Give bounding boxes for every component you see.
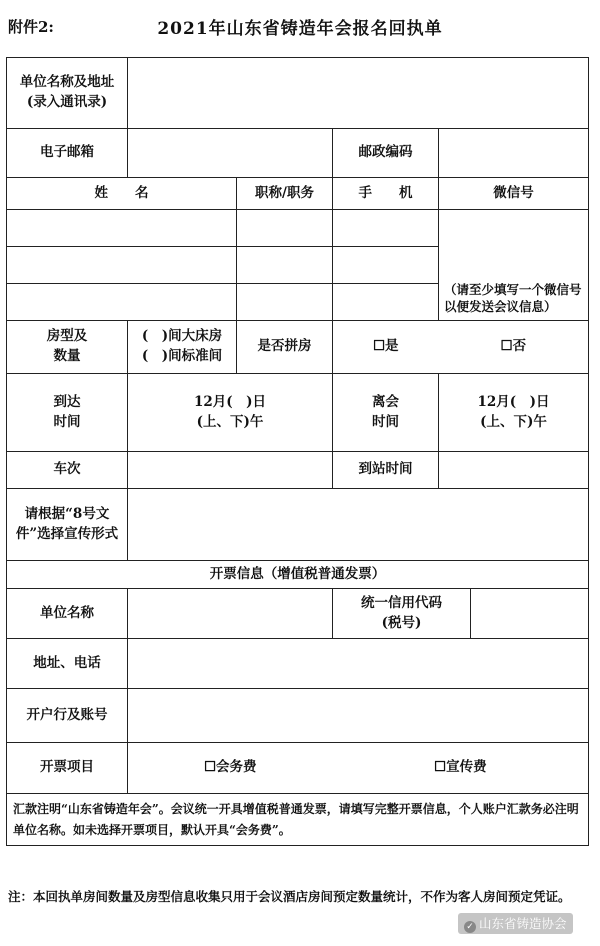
attendee-name-field[interactable] [7,284,237,321]
credit-code-field[interactable] [471,589,589,639]
bank-account-label: 开户行及账号 [7,689,128,743]
attendee-position-field[interactable] [237,284,333,321]
wechat-header: 微信号 [439,178,589,210]
watermark [458,913,573,934]
watermark-text: 山东省铸造协会 [479,916,567,931]
attendee-phone-field[interactable] [333,247,439,284]
unit-address-label: 单位名称及地址 (录入通讯录) [7,58,128,129]
train-field[interactable] [128,452,333,489]
registration-form [6,57,589,846]
address-phone-label: 地址、电话 [7,639,128,689]
credit-code-label: 统一信用代码 (税号) [333,589,471,639]
share-room-yes-checkbox[interactable]: ☐是 [333,321,439,374]
room-type-options[interactable]: ( )间大床房 ( )间标准间 [128,321,237,374]
arrival-label: 到达 时间 [7,374,128,452]
attachment-label: 附件2: [8,18,54,36]
wechat-hint: （请至少填写一个微信号以便发送会议信息） [444,282,582,315]
name-header: 姓 名 [7,178,237,210]
email-field[interactable] [128,129,333,178]
wechat-field[interactable] [439,210,589,321]
train-label: 车次 [7,452,128,489]
attendee-phone-field[interactable] [333,284,439,321]
attendee-name-field[interactable] [7,210,237,247]
email-label: 电子邮箱 [7,129,128,178]
position-header: 职称/职务 [237,178,333,210]
promo-label: 请根据“8号文件”选择宣传形式 [7,489,128,561]
address-phone-field[interactable] [128,639,589,689]
company-name-label: 单位名称 [7,589,128,639]
departure-date-field[interactable]: 12月( )日 (上、下)午 [439,374,589,452]
invoice-item-label: 开票项目 [7,743,128,794]
fee-meeting-checkbox[interactable]: ☐会务费 [128,743,333,794]
share-room-no-checkbox[interactable]: ☐否 [439,321,589,374]
station-time-field[interactable] [439,452,589,489]
page-title: 2021年山东省铸造年会报名回执单 [157,19,443,39]
attendee-position-field[interactable] [237,210,333,247]
footnote: 注：本回执单房间数量及房型信息收集只用于会议酒店房间预定数量统计，不作为客人房间预定凭证。 [8,889,571,904]
remittance-note: 汇款注明“山东省铸造年会”。会议统一开具增值税普通发票，请填写完整开票信息，个人账户汇款务必注明单位名称。如未选择开票项目，默认开具“会务费”。 [7,794,589,846]
attendee-phone-field[interactable] [333,210,439,247]
station-time-label: 到站时间 [333,452,439,489]
invoice-section-title: 开票信息（增值税普通发票） [7,561,589,589]
phone-header: 手 机 [333,178,439,210]
attendee-name-field[interactable] [7,247,237,284]
unit-address-field[interactable] [128,58,589,129]
promo-field[interactable] [128,489,589,561]
attendee-position-field[interactable] [237,247,333,284]
share-room-label: 是否拼房 [237,321,333,374]
postcode-field[interactable] [439,129,589,178]
room-type-label: 房型及 数量 [7,321,128,374]
bank-account-field[interactable] [128,689,589,743]
departure-label: 离会 时间 [333,374,439,452]
postcode-label: 邮政编码 [333,129,439,178]
wechat-logo-icon: ✓ [464,921,476,933]
fee-promo-checkbox[interactable]: ☐宣传费 [333,743,589,794]
company-name-field[interactable] [128,589,333,639]
arrival-date-field[interactable]: 12月( )日 (上、下)午 [128,374,333,452]
